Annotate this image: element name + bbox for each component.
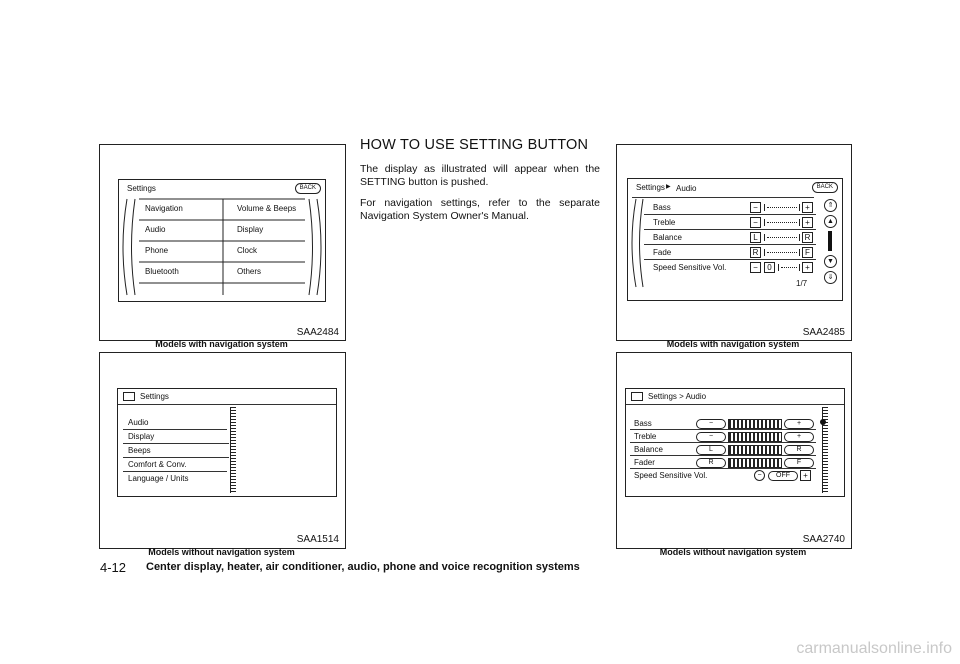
divider: [123, 457, 229, 458]
figure-code: SAA2484: [296, 327, 339, 338]
menu-item-display[interactable]: Display: [237, 225, 264, 234]
row-label-balance: Balance: [653, 233, 682, 242]
screen-audio-no-nav: [625, 388, 845, 497]
bass-minus-button[interactable]: −: [696, 419, 726, 429]
divider: [644, 229, 816, 230]
treble-plus-button[interactable]: +: [784, 432, 814, 442]
speed-plus-button[interactable]: +: [802, 262, 813, 273]
balance-right-button[interactable]: R: [802, 232, 813, 243]
paragraph-navigation-settings: For navigation settings, refer to the separate Navigation System Owner's Manual.: [360, 197, 600, 222]
screen-settings-nav: [118, 179, 326, 302]
divider: [123, 471, 227, 472]
figure-caption: Models without navigation system: [148, 547, 295, 557]
scroll-down-fast-button[interactable]: ⇓: [824, 271, 837, 284]
row-label-speed-sensitive-vol: Speed Sensitive Vol.: [653, 263, 727, 272]
fade-front-button[interactable]: F: [802, 247, 813, 258]
settings-icon: [123, 392, 135, 401]
screen-audio-nav: [627, 178, 843, 301]
page-indicator: 1/7: [796, 279, 808, 288]
row-label-treble: Treble: [653, 218, 676, 227]
menu-item-bluetooth[interactable]: Bluetooth: [145, 267, 179, 276]
menu-item-clock[interactable]: Clock: [237, 246, 258, 255]
treble-level-bar: [764, 219, 800, 226]
screen-title: Settings: [127, 184, 156, 193]
menu-item-audio[interactable]: Audio: [128, 418, 149, 427]
watermark: carmanualsonline.info: [796, 640, 952, 657]
menu-item-phone[interactable]: Phone: [145, 246, 169, 255]
treble-plus-button[interactable]: +: [802, 217, 813, 228]
menu-item-others[interactable]: Others: [237, 267, 262, 276]
screen-title: Settings: [140, 392, 169, 401]
divider: [630, 442, 816, 443]
divider: [123, 443, 229, 444]
balance-level-bar: [728, 445, 782, 455]
row-label-fader: Fader: [634, 458, 655, 467]
screen-title: Settings > Audio: [648, 392, 707, 401]
back-button[interactable]: BACK: [812, 182, 838, 193]
scroll-bar[interactable]: [230, 407, 236, 493]
row-label-bass: Bass: [634, 419, 652, 428]
paragraph-setting-button: The display as illustrated will appear when the SETTING button is pushed.: [360, 163, 600, 188]
footer-title: Center display, heater, air conditioner, audio, phone and voice recognition systems: [146, 561, 580, 573]
scroll-position-dot: [820, 419, 826, 425]
figure-code: SAA2485: [802, 327, 845, 338]
menu-item-audio[interactable]: Audio: [145, 225, 166, 234]
back-button[interactable]: BACK: [295, 183, 321, 194]
treble-minus-button[interactable]: −: [696, 432, 726, 442]
treble-level-bar: [728, 432, 782, 442]
row-label-balance: Balance: [634, 445, 663, 454]
figure-caption: Models with navigation system: [666, 339, 800, 349]
figure-code: SAA2740: [802, 534, 845, 545]
list-frame-icon: [628, 197, 648, 289]
divider: [630, 468, 816, 469]
divider: [632, 197, 814, 198]
screen-subtitle: Audio: [676, 184, 697, 193]
speed-level-bar: [778, 264, 800, 271]
divider: [644, 214, 816, 215]
divider: [626, 404, 844, 405]
balance-level-bar: [764, 234, 800, 241]
scroll-up-fast-button[interactable]: ⇑: [824, 199, 837, 212]
scroll-position-bar: [828, 231, 832, 251]
scroll-up-button[interactable]: ▲: [824, 215, 837, 228]
bass-level-bar: [764, 204, 800, 211]
figure-audio-nav: [616, 144, 852, 341]
menu-item-beeps[interactable]: Beeps: [128, 446, 151, 455]
divider: [118, 404, 336, 405]
menu-item-display[interactable]: Display: [128, 432, 155, 441]
row-label-fade: Fade: [653, 248, 672, 257]
page-number: 4-12: [100, 560, 127, 575]
breadcrumb-arrow-icon: ▶: [666, 184, 671, 190]
menu-item-comfort-conv[interactable]: Comfort & Conv.: [128, 460, 187, 469]
fader-front-button[interactable]: F: [784, 458, 814, 468]
settings-icon: [631, 392, 643, 401]
scroll-down-button[interactable]: ▼: [824, 255, 837, 268]
speed-value: 0: [764, 262, 775, 273]
speed-minus-button[interactable]: −: [754, 470, 765, 481]
figure-caption: Models with navigation system: [155, 339, 288, 349]
menu-item-volume-beeps[interactable]: Volume & Beeps: [237, 204, 297, 213]
speed-value: OFF: [768, 471, 798, 481]
divider: [644, 259, 816, 260]
balance-left-button[interactable]: L: [750, 232, 761, 243]
row-label-treble: Treble: [634, 432, 657, 441]
fade-level-bar: [764, 249, 800, 256]
speed-plus-button[interactable]: +: [800, 470, 811, 481]
row-label-speed-sensitive-vol: Speed Sensitive Vol.: [634, 471, 708, 480]
fader-rear-button[interactable]: R: [696, 458, 726, 468]
bass-plus-button[interactable]: +: [802, 202, 813, 213]
bass-level-bar: [728, 419, 782, 429]
treble-minus-button[interactable]: −: [750, 217, 761, 228]
figure-settings-no-nav: [99, 352, 346, 549]
balance-left-button[interactable]: L: [696, 445, 726, 455]
bass-minus-button[interactable]: −: [750, 202, 761, 213]
figure-audio-no-nav: [616, 352, 852, 549]
fader-level-bar: [728, 458, 782, 468]
speed-minus-button[interactable]: −: [750, 262, 761, 273]
figure-caption: Models without navigation system: [659, 547, 807, 557]
divider: [644, 244, 816, 245]
section-heading: HOW TO USE SETTING BUTTON: [360, 137, 589, 153]
menu-item-navigation[interactable]: Navigation: [145, 204, 183, 213]
bass-plus-button[interactable]: +: [784, 419, 814, 429]
divider: [630, 455, 816, 456]
menu-item-language-units[interactable]: Language / Units: [128, 474, 189, 483]
fade-rear-button[interactable]: R: [750, 247, 761, 258]
screen-settings-no-nav: [117, 388, 337, 497]
divider: [630, 429, 816, 430]
figure-code: SAA1514: [296, 534, 339, 545]
balance-right-button[interactable]: R: [784, 445, 814, 455]
row-label-bass: Bass: [653, 203, 671, 212]
screen-title: Settings: [636, 183, 665, 192]
figure-settings-nav: [99, 144, 346, 341]
divider: [123, 429, 227, 430]
